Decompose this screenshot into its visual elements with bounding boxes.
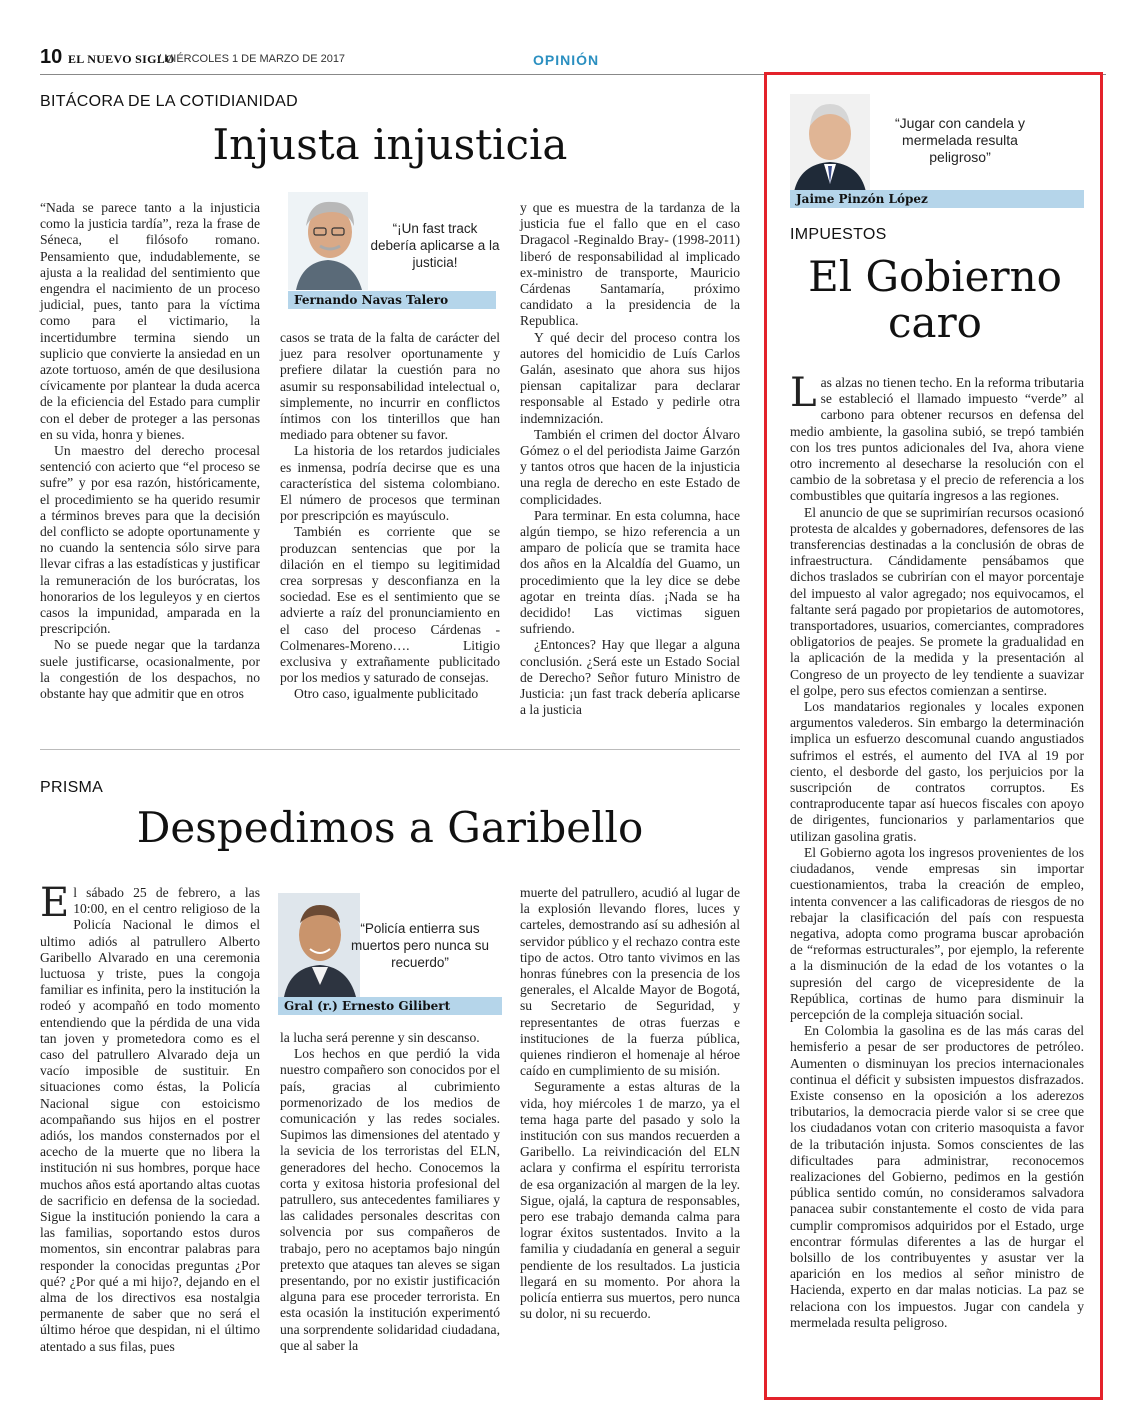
paragraph: La historia de los retardos judiciales es inmensa, podría decirse que es una característica del sistema colombiano. El número de procesos que terminan por prescripción es mayúsculo. — [280, 443, 500, 524]
author-photo-navas — [288, 192, 368, 290]
article2-pullquote: “Policía entierra sus muertos pero nunca su recuerdo” — [350, 921, 490, 970]
paragraph: El anuncio de que se suprimirían recursos ocasionó protesta de alcaldes y gobernadores, defensores de las transferencias destinadas a la conclusión de obras de infraestructura. Cándidamente pensábamos que dichos traslados se cubrirían con el mayor porcentaje del impuesto al valor agregado; nos equivocamos, el faltante será pagado por propietarios de automotores, transportadores, usuarios, comerciantes, compradores obligatorios de peajes. Se promete la gradualidad en la aplicación de la medida y la presentación al Congreso de un proyecto de ley tendiente a suavizar el golpe, pero sus efectos comienzan a sentirse. — [790, 504, 1084, 698]
drop-cap: E — [40, 880, 70, 926]
paragraph: En Colombia la gasolina es de las más caras del hemisferio a pesar de ser productores de petróleo. Aumenten o disminuyan los precios internacionales continua el déficit y subsisten impuestos disfrazados. Existe consenso en la oposición a los aderezos tributarios, la democracia pierde valor si se cree que los ciudadanos votan con criterio masoquista a favor de la tributación injusta. Somos conscientes de las dificultades para administrar, reconocemos realizaciones del Gobierno, pedimos en la gestión pública sentido común, no consideramos salvadora panacea subir constantemente el costo de vida para cumplir compromisos adquiridos por el Estado, urge encontrar fórmulas diferentes a las de hurgar el bolsillo de los contribuyentes y asustar ver la aparición en los medios al señor ministro de Hacienda, experto en dar malas noticias. La paz se relaciona con los impuestos. Jugar con candela y mermelada resulta peligroso. — [790, 1023, 1084, 1330]
paragraph: No se puede negar que la tardanza suele justificarse, ocasionalmente, por la congestión de los despachos, no obstante hay que admitir que en otros — [40, 637, 260, 702]
article1-headline: Injusta injusticia — [212, 120, 568, 169]
author-photo-pinzon — [790, 94, 870, 192]
article1-column-3 — [520, 200, 740, 719]
paragraph: El Gobierno agota los ingresos provenientes de los ciudadanos, vende empresas sin importar cuestionamientos, traba la creación de empleo, intenta convencer a las calificadoras de riesgos de no rebajar la clasificación del país con respuesta negativa, adopta como programa buscar aprobación de “reformas estructurales”, por ejemplo, la referente a la disminución de la edad de los votantes o la supresión del cargo de vicepresidente de la República, cortinas de humo para disminuir la percepción de la compleja situación social. — [790, 844, 1084, 1022]
article3-headline — [790, 254, 1080, 346]
paragraph: Para terminar. En esta columna, hace algún tiempo, se hizo referencia a un amparo de policía que se tramita hace dos años en la Alcaldía del Guamo, un procedimiento que la ley dice se debe agotar en treinta días. ¡Nada se ha decidido! Las victimas siguen sufriendo. — [520, 507, 740, 637]
paragraph: También el crimen del doctor Álvaro Gómez o el del periodista Jaime Garzón y tantos otros que hacen de la injusticia una regla de derecho en este Estado de complicidades. — [520, 426, 740, 507]
issue-date: / MIÉRCOLES 1 DE MARZO DE 2017 — [158, 53, 346, 65]
paragraph: Y qué decir del proceso contra los autores del homicidio de Luís Carlos Galán, asesinato que ahora sus hijos piensan capitalizar para declarar responsable al Estado y pedirle otra indemnización. — [520, 329, 740, 426]
portrait-icon — [790, 94, 870, 192]
article2-column-2 — [280, 1030, 500, 1354]
page-number: 10 — [40, 46, 63, 68]
paragraph: Un maestro del derecho procesal sentenció con acierto que “el proceso se sufre” y por esa razón, históricamente, el procedimiento se ha querido resumir a términos breves para que la decisión del conflicto se adopte oportunamente y no cuando la sentencia sólo sirve para llevar cifras a las estadísticas y justificar la remuneración de los burócratas, los honorarios de los leguleyos y en ciertos casos la impunidad, amparada en la prescripción. — [40, 443, 260, 637]
article1-author: Fernando Navas Talero — [288, 291, 496, 309]
article2-column-3 — [520, 885, 740, 1322]
paragraph: Las alzas no tienen techo. En la reforma tributaria se estableció el llamado impuesto “verde” al carbono para obtener recursos en defensa del medio ambiente, la gasolina subió, se trepó también con los tres puntos adicionales del Iva, ahora viene otro incremento al desecharse la resolución con el cambio de la sobretasa y el precio de referencia a los combustibles que quitaría ingresos a las regiones. — [790, 370, 1084, 504]
paragraph: y que es muestra de la tardanza de la justicia fue el fallo que en el caso Dragacol -Reginaldo Bray- (1998-2011) liberó de responsabilidad al implicado ex-ministro de transporte, Mauricio Cárdenas Santamaría, próximo candidato a la presidencia de la Republica. — [520, 200, 740, 329]
paragraph: “Nada se parece tanto a la injusticia como la justicia tardía”, reza la frase de Séneca, el filósofo romano. Pensamiento que, indudablemente, se ajusta a la realidad del sentimiento que engendra el nacimiento de un proceso judicial, pues, tanto para la víctima como para el victimario, la incertidumbre termina siendo un suplicio que convierte la ansiedad en un azote tortuoso, amén de que desilusiona cívicamente por plantear la duda acerca de la eficiencia del Estado para cumplir con el deber de proteger a las personas en su vida, honra y bienes. — [40, 200, 260, 442]
paragraph: ¿Entonces? Hay que llegar a alguna conclusión. ¿Será este un Estado Social de Derecho? Señor futuro Ministro de Justicia: ¡un fast track debería aplicarse a la justicia — [520, 637, 740, 718]
paper-name: EL NUEVO SIGLO — [68, 52, 175, 66]
drop-cap: L — [790, 370, 817, 416]
section-label: OPINIÓN — [533, 52, 600, 68]
headline-line: caro — [888, 298, 982, 348]
section-divider — [40, 749, 740, 750]
article1-column-2 — [280, 330, 500, 703]
article1-kicker: BITÁCORA DE LA COTIDIANIDAD — [40, 93, 298, 110]
paragraph: Otro caso, igualmente publicitado — [294, 686, 479, 702]
article3-kicker: IMPUESTOS — [790, 226, 887, 243]
article2-author: Gral (r.) Ernesto Gilibert — [278, 997, 502, 1015]
paragraph: El sábado 25 de febrero, a las 10:00, en el centro religioso de la Policía Nacional le dimos el ultimo adiós al patrullero Alberto Garibello Alvarado en una ceremonia luctuosa y triste, pues la congoja familiar es infinita, pero la institución la rodeó y acompañó en todo momento entendiendo que la pérdida de una vida tan joven y prometedora como es el caso del patrullero Alvarado deja un vacío imposible de sustituir. En situaciones como éstas, la Policía Nacional sigue con estoicismo acompañando sus hijos en el postrer adiós, los mandos consternados por el acecho de la muerte que no libera la institución ni sus hombres, porque hace muchos años está aportando altas cuotas de sacrificio en defensa de la sociedad. Sigue la institución poniendo la cara a las familias, soportando estos duros momentos, sin encontrar palabras para responder la conocidas preguntas ¿Por qué? ¿Por qué a mi hijo?, dejando en el alma de los directivos esa nostalgia permanente de saber que no será el último héroe que despidan, ni el último atentado a sus filas, pues — [40, 880, 260, 1354]
paragraph: casos se trata de la falta de carácter del juez para resolver oportunamente y prefiere dilatar la cuestión para no asumir su responsabilidad intelectual o, simplemente, no incurrir en conflictos íntimos con los tinterillos que han mediado para obtener su favor. — [280, 330, 500, 443]
article2-kicker: PRISMA — [40, 779, 104, 796]
paragraph: muerte del patrullero, acudió al lugar de la explosión llevando flores, luces y carteles, demostrando así su adhesión al servidor público y el rechazo contra este tipo de actos. Otro tanto vivimos en las honras fúnebres con la presencia de los generales, el Alcalde Mayor de Bogotá, su Secretario de Seguridad, y representantes de otras fuerzas e instituciones de la fuerza pública, quienes rindieron el homenaje al héroe caído en cumplimiento de su misión. — [520, 885, 740, 1079]
headline-line: El Gobierno — [808, 252, 1062, 301]
article3-author: Jaime Pinzón López — [790, 190, 1084, 208]
paragraph: Los hechos en que perdió la vida nuestro compañero son conocidos por el país, gracias al cubrimiento pormenorizado de los medios de comunicación y las redes sociales. Supimos las dimensiones del atentado y la sevicia de los terroristas del ELN, generadores del hecho. Conocemos la corta y exitosa historia profesional del patrullero, sus antecedentes familiares y las calidades personales descritas con solvencia por sus compañeros de trabajo, pero no aceptamos bajo ningún pretexto que ataques tan aleves se sigan presentando, por no existir justificación alguna para ese proceder terrorista. En esta ocasión la institución experimentó una sorprendente solidaridad ciudadana, que al saber la — [280, 1046, 500, 1353]
article2-column-1 — [40, 880, 260, 1355]
paragraph: Los mandatarios regionales y locales exponen argumentos valederos. Sin embargo la determinación implica un esfuerzo descomunal cuando angustiados sufrimos el estrés, el aumento del IVA al 19 por ciento, el desborde del gasto, los perjuicios por la suscripción de contratos corruptos. Es contraproducente tapar así huecos fiscales con apoyo de dirigentes, funcionarios y parlamentarios que utilizan gasolina gratis. — [790, 699, 1084, 844]
article3-body — [790, 370, 1084, 1331]
portrait-icon — [288, 192, 368, 290]
paragraph: También es corriente que se produzcan sentencias que por la dilación en el tiempo su legitimidad crea sorpresas y desconfianza en la sociedad. Ese es el sentimiento que se advierte a raíz del pronunciamiento en el caso del proceso Cárdenas -Colmenares-Moreno…. Litigio exclusiva y extrañamente publicitado por los medios y saturado de consejas. — [280, 524, 500, 686]
article1-pullquote: “¡Un fast track debería aplicarse a la justicia! — [370, 221, 500, 270]
article2-headline: Despedimos a Garibello — [136, 803, 644, 852]
paragraph: Seguramente a estas alturas de la vida, hoy miércoles 1 de marzo, ya el tema haga parte del pasado y solo la institución con sus mandos recuerden a Garibello. La reivindicación del ELN aclara y confirma el espíritu terrorista de esa organización al margen de la ley. Sigue, ojalá, la captura de responsables, pero ese trabajo demanda calma para lograr éxitos sustentados. Invito a la familia y ciudadanía en general a seguir pendiente de los resultados. La justicia llegará en su momento. Por ahora la policía entierra sus muertos, pero nunca su dolor, ni su recuerdo. — [520, 1079, 740, 1322]
article3-pullquote: “Jugar con candela y mermelada resulta peligroso” — [895, 115, 1025, 165]
article1-column-1 — [40, 200, 260, 702]
paragraph: la lucha será perenne y sin descanso. — [280, 1030, 480, 1045]
